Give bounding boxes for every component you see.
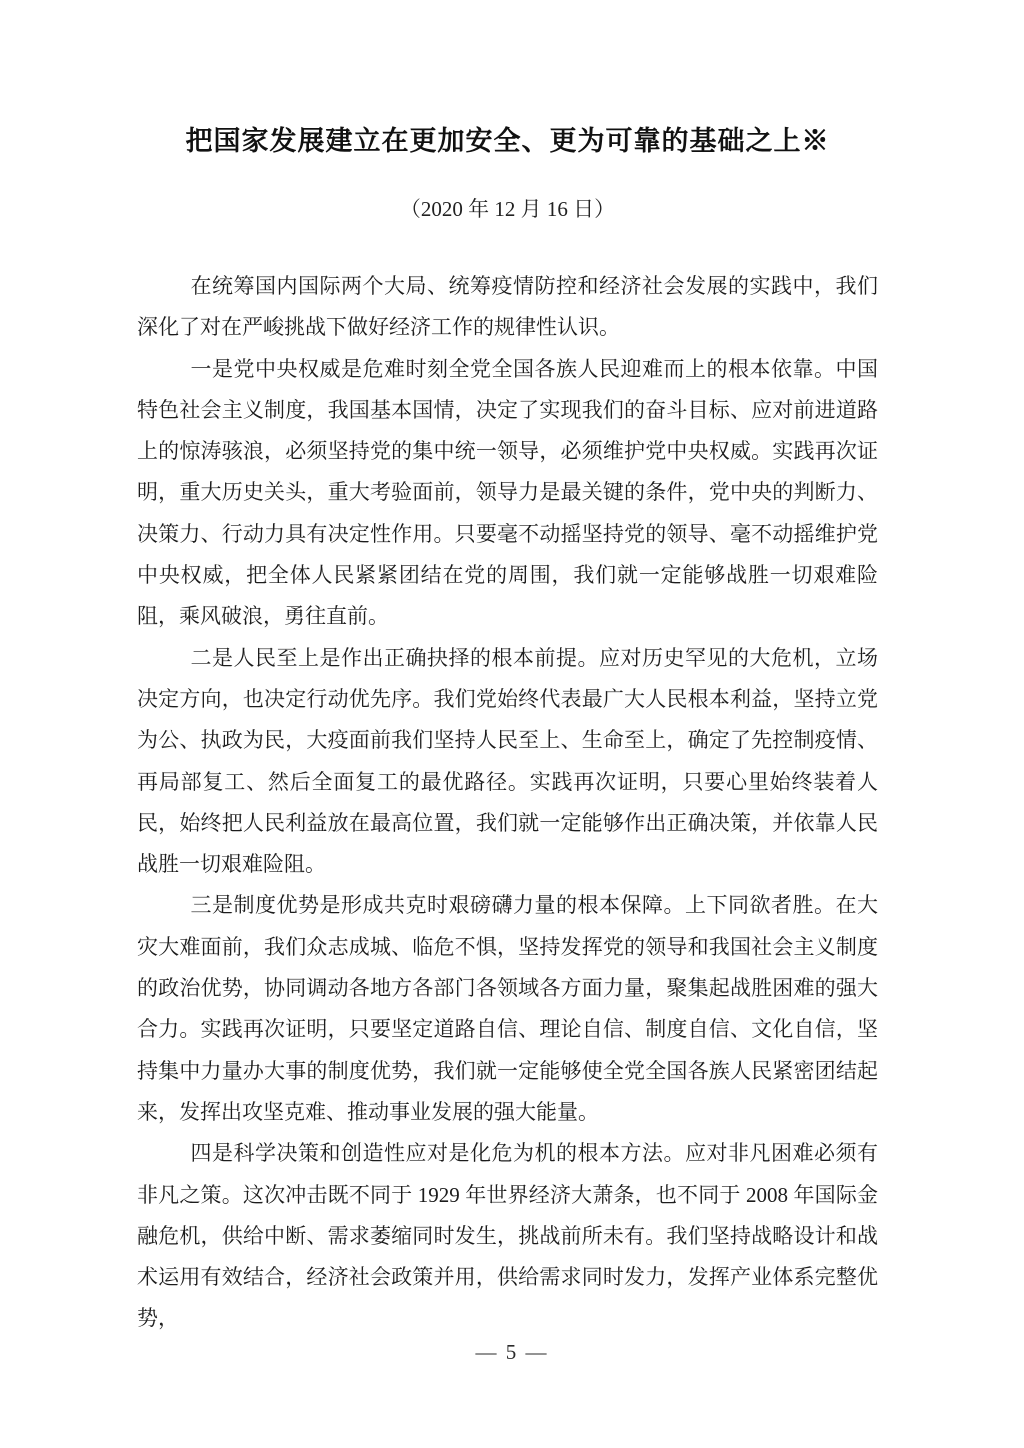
page-number: — 5 —: [475, 1340, 549, 1364]
document-date: （2020 年 12 月 16 日）: [399, 197, 616, 221]
document-content: [137, 0, 878, 1340]
paragraph-point-4: 四是科学决策和创造性应对是化危为机的根本方法。应对非凡困难必须有非凡之策。这次冲击既不同于 1929 年世界经济大萧条，也不同于 2008 年国际金融危机，供给中断、需求萎缩同时发生，挑战前所未有。我们坚持战略设计和战术运用有效结合，经济社会政策并用，供给需求同时发力，发挥产业体系完整优势，: [137, 1141, 878, 1331]
document-body: [137, 266, 878, 1340]
paragraph-point-2: 二是人民至上是作出正确抉择的根本前提。应对历史罕见的大危机，立场决定方向，也决定行动优先序。我们党始终代表最广大人民根本利益，坚持立党为公、执政为民，大疫面前我们坚持人民至上、生命至上，确定了先控制疫情、再局部复工、然后全面复工的最优路径。实践再次证明，只要心里始终装着人民，始终把人民利益放在最高位置，我们就一定能够作出正确决策，并依靠人民战胜一切艰难险阻。: [137, 645, 878, 877]
paragraph-point-1: 一是党中央权威是危难时刻全党全国各族人民迎难而上的根本依靠。中国特色社会主义制度，我国基本国情，决定了实现我们的奋斗目标、应对前进道路上的惊涛骇浪，必须坚持党的集中统一领导，必须维护党中央权威。实践再次证明，重大历史关头，重大考验面前，领导力是最关键的条件，党中央的判断力、决策力、行动力具有决定性作用。只要毫不动摇坚持党的领导、毫不动摇维护党中央权威，把全体人民紧紧团结在党的周围，我们就一定能够战胜一切艰难险阻，乘风破浪，勇往直前。: [137, 356, 878, 629]
document-title: 把国家发展建立在更加安全、更为可靠的基础之上※: [185, 126, 830, 156]
paragraph-intro: 在统筹国内国际两个大局、统筹疫情防控和经济社会发展的实践中，我们深化了对在严峻挑战下做好经济工作的规律性认识。: [137, 274, 878, 340]
paragraph-point-3: 三是制度优势是形成共克时艰磅礴力量的根本保障。上下同欲者胜。在大灾大难面前，我们众志成城、临危不惧，坚持发挥党的领导和我国社会主义制度的政治优势，协同调动各地方各部门各领域各方面力量，聚集起战胜困难的强大合力。实践再次证明，只要坚定道路自信、理论自信、制度自信、文化自信，坚持集中力量办大事的制度优势，我们就一定能够使全党全国各族人民紧密团结起来，发挥出攻坚克难、推动事业发展的强大能量。: [137, 893, 878, 1124]
